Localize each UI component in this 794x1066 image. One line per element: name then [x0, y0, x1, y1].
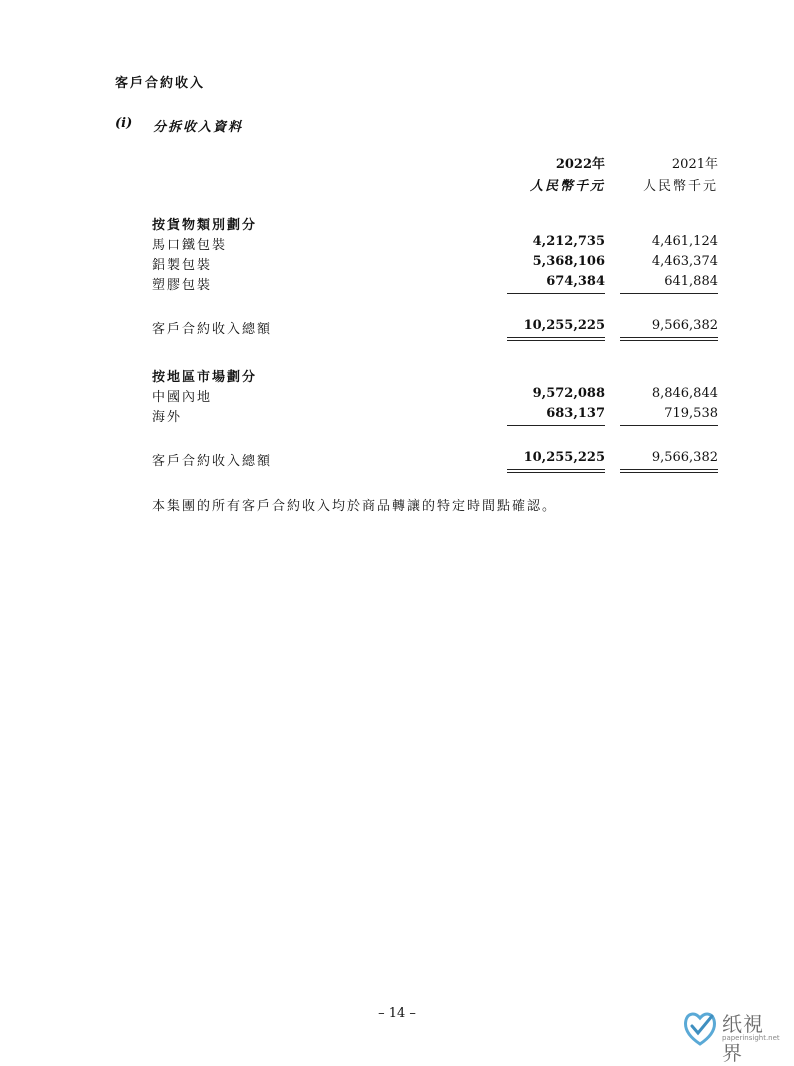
row-value-2021: 4,463,374	[651, 254, 718, 269]
total-double-rule-2022	[507, 469, 605, 473]
total-label: 客戶合約收入總額	[152, 454, 273, 469]
total-double-rule-2022	[507, 337, 605, 341]
subtotal-rule-2022	[507, 425, 605, 426]
header-unit-2021: 人民幣千元	[642, 179, 718, 194]
total-value-2021: 9,566,382	[651, 318, 718, 333]
row-value-2021: 4,461,124	[651, 234, 718, 249]
row-label: 中國內地	[152, 390, 213, 405]
recognition-note: 本集團的所有客戶合約收入均於商品轉讓的特定時間點確認。	[152, 499, 558, 514]
watermark	[682, 1004, 782, 1065]
total-value-2022: 10,255,225	[523, 450, 605, 465]
header-year-2021: 2021年	[671, 157, 718, 172]
row-value-2022: 4,212,735	[532, 234, 605, 249]
row-value-2022: 9,572,088	[532, 386, 605, 401]
row-value-2021: 641,884	[664, 274, 718, 289]
row-label: 海外	[152, 410, 183, 425]
total-double-rule-2021	[620, 337, 718, 341]
total-value-2022: 10,255,225	[523, 318, 605, 333]
header-unit-2022: 人民幣千元	[529, 179, 605, 194]
subtotal-rule-2021	[620, 425, 718, 426]
total-label: 客戶合約收入總額	[152, 322, 273, 337]
check-heart-logo-icon	[682, 1008, 718, 1048]
subsection-number: (i)	[115, 116, 133, 131]
page-number: – 14 –	[378, 1006, 416, 1021]
total-value-2021: 9,566,382	[651, 450, 718, 465]
header-year-2022: 2022年	[555, 157, 605, 172]
row-label: 塑膠包裝	[152, 278, 213, 293]
row-value-2022: 5,368,106	[532, 254, 605, 269]
row-value-2021: 8,846,844	[651, 386, 718, 401]
total-double-rule-2021	[620, 469, 718, 473]
watermark-name: 纸視界	[722, 1012, 764, 1065]
row-label: 鋁製包裝	[152, 258, 213, 273]
group-heading-region: 按地區市場劃分	[152, 370, 258, 385]
group-heading-goods: 按貨物類別劃分	[152, 218, 258, 233]
row-value-2022: 683,137	[546, 406, 605, 421]
subtotal-rule-2022	[507, 293, 605, 294]
row-value-2021: 719,538	[664, 406, 718, 421]
row-value-2022: 674,384	[546, 274, 605, 289]
subtotal-rule-2021	[620, 293, 718, 294]
row-label: 馬口鐵包裝	[152, 238, 228, 253]
subsection-title: 分拆收入資料	[153, 120, 244, 135]
watermark-url: paperinsight.net	[722, 1034, 780, 1042]
section-title: 客戶合約收入	[115, 76, 206, 91]
